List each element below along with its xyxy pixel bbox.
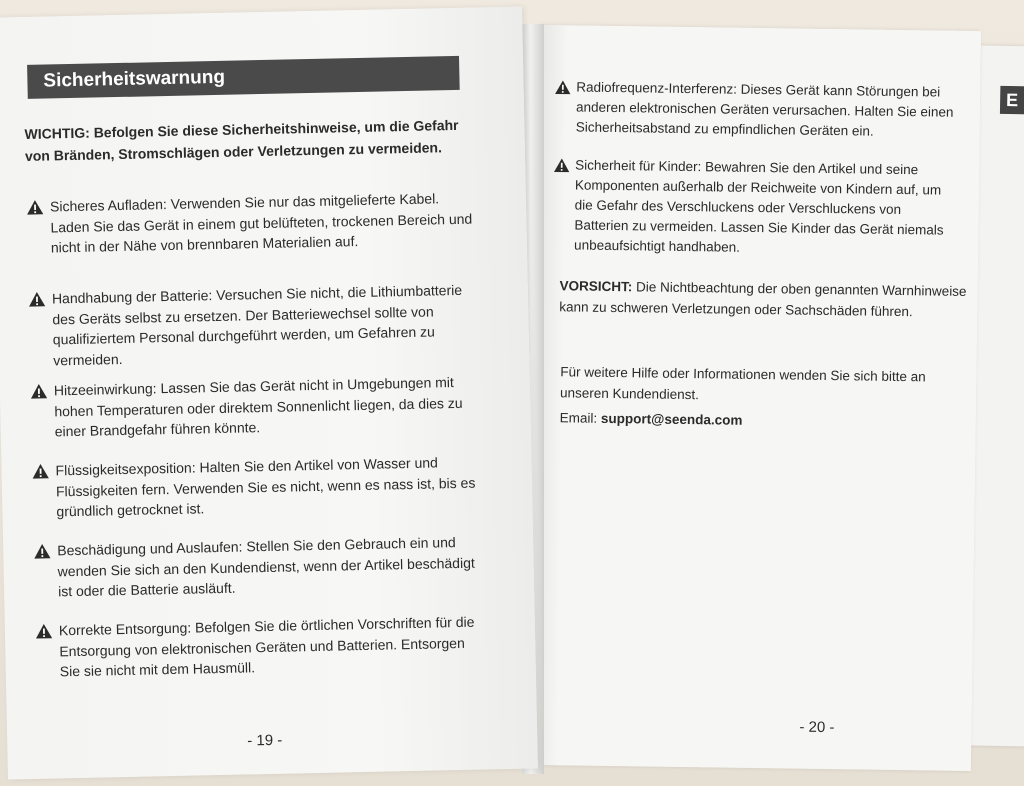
warning-triangle-icon (35, 622, 53, 639)
email-line (560, 407, 970, 434)
page-19 (0, 7, 538, 780)
warning-item (552, 155, 953, 261)
email-address: support@seenda.com (600, 410, 743, 428)
warning-item (28, 280, 480, 371)
section-heading: Sicherheitswarnung (27, 56, 460, 99)
warning-item (31, 451, 482, 522)
warning-text: Radiofrequenz-Interferenz: Dieses Gerät kann Störungen bei anderen elektronischen Geräten verursachen. Halten Sie einen Sicherheitsabstand zu empfindlichen Geräten ein. (575, 79, 954, 139)
warning-triangle-icon (30, 383, 48, 400)
warning-item (35, 611, 486, 682)
warning-text: Handhabung der Batterie: Versuchen Sie nicht, die Lithiumbatterie des Geräts selbst zu ersetzen. Der Batteriewechsel sollte von qualifiziertem Personal durchgeführt werden, um Gefahren zu vermeiden. (51, 281, 463, 368)
email-label: Email: (559, 410, 598, 426)
warning-triangle-icon (553, 157, 570, 173)
next-page-tab: E (1000, 86, 1024, 115)
warning-text: Sicheres Aufladen: Verwenden Sie nur das mitgelieferte Kabel. Laden Sie das Gerät in einem gut belüfteten, trockenen Bereich und nicht in der Nähe von brennbaren Materialien auf. (49, 190, 473, 256)
page-20 (531, 25, 981, 771)
page-number: - 20 - (799, 718, 835, 737)
warning-text: Beschädigung und Auslaufen: Stellen Sie den Gebrauch ein und wenden Sie sich an den Kundendienst, wenn der Artikel beschädigt ist oder die Batterie ausläuft. (57, 534, 475, 600)
warning-triangle-icon (554, 79, 571, 95)
warning-item (26, 188, 477, 259)
warning-triangle-icon (26, 199, 44, 216)
caution-paragraph (559, 275, 970, 323)
warning-triangle-icon (31, 463, 49, 480)
warning-item (30, 372, 481, 443)
warning-item (554, 77, 955, 143)
page-number: - 19 - (247, 731, 283, 750)
warning-triangle-icon (28, 291, 46, 308)
warning-triangle-icon (33, 543, 51, 560)
help-paragraph: Für weitere Hilfe oder Informationen wenden Sie sich bitte an unseren Kundendienst. (559, 364, 926, 403)
warning-text: Flüssigkeitsexposition: Halten Sie den Artikel von Wasser und Flüssigkeiten fern. Verwenden Sie es nicht, wenn es nass ist, bis es gründlich getrocknet ist. (55, 454, 476, 520)
warning-text: Korrekte Entsorgung: Befolgen Sie die örtlichen Vorschriften für die Entsorgung von elektronischen Geräten und Batterien. Entsorgen Sie sie nicht mit dem Hausmüll. (58, 613, 475, 680)
intro-paragraph: WICHTIG: Befolgen Sie diese Sicherheitshinweise, um die Gefahr von Bränden, Stromschlägen oder Verletzungen zu vermeiden. (24, 116, 459, 164)
warning-text: Sicherheit für Kinder: Bewahren Sie den Artikel und seine Komponenten außerhalb der Reichweite von Kindern auf, um die Gefahr des Verschluckens oder Verschluckens von Batterien zu vermeiden. Lassen Sie Kinder das Gerät niemals unbeaufsichtigt handhaben. (574, 157, 944, 255)
caution-label: VORSICHT: (559, 278, 633, 295)
warning-text: Hitzeeinwirkung: Lassen Sie das Gerät nicht in Umgebungen mit hohen Temperaturen oder direktem Sonnenlicht liegen, da dies zu einer Brandgefahr führen könnte. (53, 374, 463, 440)
caution-text: Die Nichtbeachtung der oben genannten Warnhinweise kann zu schweren Verletzungen oder Sachschäden führen. (559, 279, 967, 320)
warning-item (33, 531, 484, 602)
